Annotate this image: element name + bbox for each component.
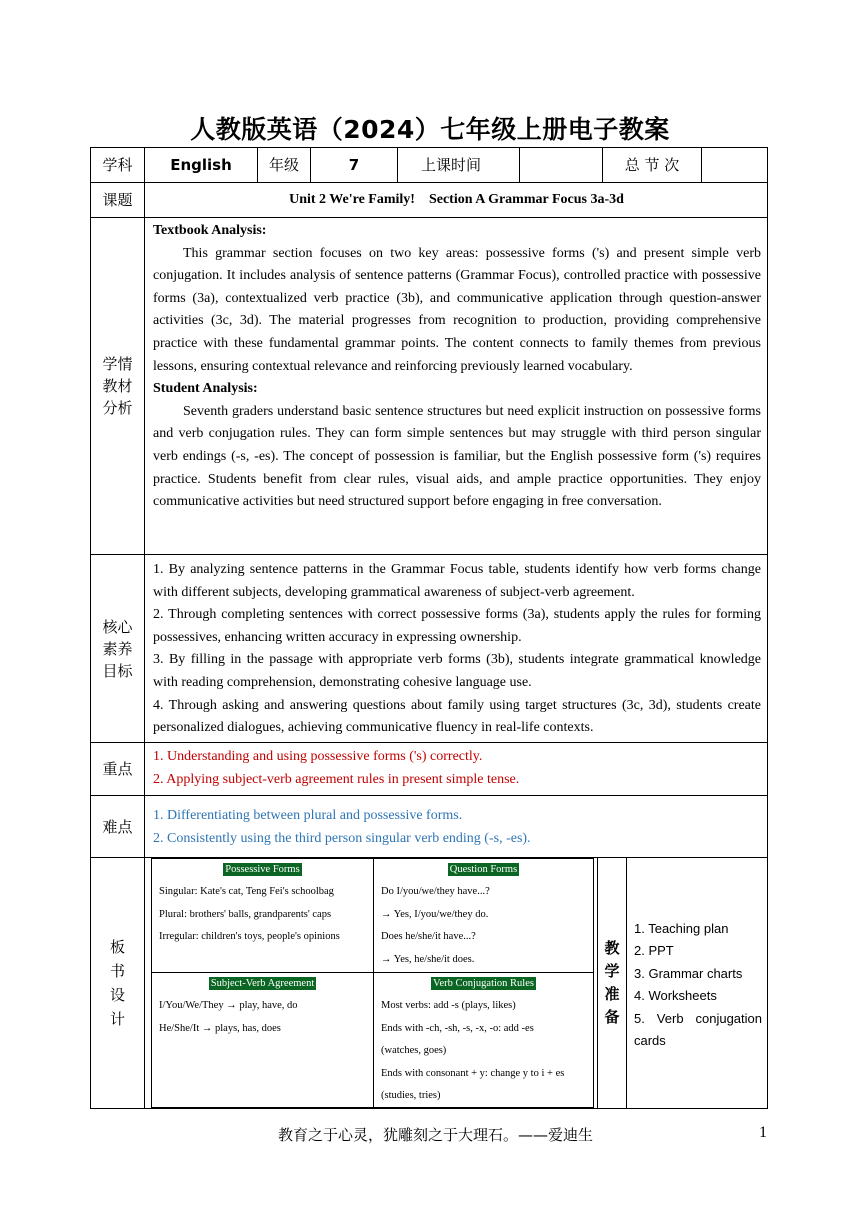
key-points-content xyxy=(145,743,768,796)
box-line: Plural: brothers' balls, grandparents' caps xyxy=(159,908,332,920)
preparation-item: 3. Grammar charts xyxy=(634,965,743,981)
preparation-item: 1. Teaching plan xyxy=(634,920,729,936)
box-heading: Question Forms xyxy=(449,864,518,875)
board-design-label: 板书设计 xyxy=(91,858,145,1108)
possessive-forms-box xyxy=(152,859,373,972)
class-time-label: 上课时间 xyxy=(398,148,520,183)
textbook-analysis-body: This grammar section focuses on two key areas: possessive forms ('s) and present simple verb conjugation. It includes analysis of sentence patterns (Grammar Focus), controlled practice with possessive forms (3a), contextualized verb practice (3b), and communicative application through question-answer activities (3c, 3d). The material progresses from recognition to production, providing comprehensive practice with these fundamental grammar points. The content connects to family themes from previous lessons, ensuring contextual relevance and reinforcing previously learned vocabulary. xyxy=(153,245,761,374)
document-title: 人教版英语（2024）七年级上册电子教案 xyxy=(190,115,670,144)
analysis-label: 学情教材分析 xyxy=(91,218,145,555)
total-periods-label: 总 节 次 xyxy=(603,148,702,183)
box-line: Irregular: children's toys, people's opinions xyxy=(159,931,340,942)
box-heading: Subject-Verb Agreement xyxy=(210,978,315,989)
difficulties-content xyxy=(145,796,768,858)
topic-value: Unit 2 We're Family! Section A Grammar Focus 3a-3d xyxy=(145,183,768,218)
lesson-plan-table xyxy=(90,147,768,1109)
box-heading: Possessive Forms xyxy=(225,864,300,875)
page-number: 1 xyxy=(759,1124,767,1141)
student-analysis-body: Seventh graders understand basic sentence structures but need explicit instruction on possessive forms and verb conjugation rules. They can form simple sentences but may struggle with third person singular verb endings (-s, -es). The concept of possession is familiar, but the English possessive form ('s) requires practice. Students benefit from clear rules, visual aids, and ample practice opportunities. They enjoy communicative activities but need structured support before engaging in free conversation. xyxy=(153,403,761,510)
box-line: Ends with -ch, -sh, -s, -x, -o: add -es xyxy=(381,1022,534,1034)
box-line: He/She/It → plays, has, does xyxy=(159,1022,281,1034)
subject-value: English xyxy=(145,148,258,183)
grade-value: 7 xyxy=(311,148,398,183)
objective-item: 2. Through completing sentences with correct possessive forms (3a), students apply the rules for forming possessives, enhancing written accuracy in expressing ownership. xyxy=(153,607,761,645)
grade-label: 年级 xyxy=(258,148,311,183)
question-forms-box xyxy=(374,859,593,972)
board-inner-grid xyxy=(151,858,594,1108)
box-line: (studies, tries) xyxy=(381,1090,441,1101)
student-analysis-heading: Student Analysis: xyxy=(153,381,258,397)
box-line: I/You/We/They → play, have, do xyxy=(159,1000,298,1011)
objective-item: 3. By filling in the passage with appropriate verb forms (3b), students integrate grammatical knowledge with reading comprehension, demonstrating cohesive language use. xyxy=(153,652,761,690)
objectives-content xyxy=(145,555,768,743)
objective-item: 1. By analyzing sentence patterns in the Grammar Focus table, students identify how verb forms change with different subjects, developing grammatical awareness of subject-verb agreement. xyxy=(153,562,761,600)
total-periods-value xyxy=(702,148,768,183)
class-time-value xyxy=(520,148,603,183)
box-heading: Verb Conjugation Rules xyxy=(433,978,534,989)
difficulty-item: 1. Differentiating between plural and possessive forms. xyxy=(153,808,463,823)
preparation-item: 4. Worksheets xyxy=(634,988,717,1003)
footer-quote: 教育之于心灵，犹雕刻之于大理石。——爱迪生 xyxy=(278,1126,594,1144)
box-line: Does he/she/it have...? xyxy=(381,931,476,942)
verb-conjugation-box xyxy=(374,973,593,1107)
box-line: Singular: Kate's cat, Teng Fei's schoolbag xyxy=(159,886,334,897)
preparation-item: 5. Verb conjugation cards xyxy=(634,1010,766,1048)
box-line: Do I/you/we/they have...? xyxy=(381,886,490,897)
preparation-item: 2. PPT xyxy=(634,943,674,958)
box-line: → Yes, I/you/we/they do. xyxy=(381,908,489,920)
objectives-label: 核心素养目标 xyxy=(91,555,145,743)
box-line: Ends with consonant + y: change y to i + es xyxy=(381,1067,565,1079)
topic-label: 课题 xyxy=(91,183,145,218)
subject-label: 学科 xyxy=(91,148,145,183)
objective-item: 4. Through asking and answering questions about family using target structures (3c, 3d), students create personalized dialogues, achieving communicative fluency in real-life contexts. xyxy=(153,697,761,736)
subject-verb-agreement-box xyxy=(152,973,373,1107)
key-points-label: 重点 xyxy=(91,743,145,796)
box-line: → Yes, he/she/it does. xyxy=(381,953,475,965)
key-point-item: 2. Applying subject-verb agreement rules in present simple tense. xyxy=(153,771,520,787)
preparation-label: 教学准备 xyxy=(598,858,627,1108)
analysis-content xyxy=(145,218,768,555)
key-point-item: 1. Understanding and using possessive forms ('s) correctly. xyxy=(153,749,483,764)
difficulty-item: 2. Consistently using the third person singular verb ending (-s, -es). xyxy=(153,830,531,846)
textbook-analysis-heading: Textbook Analysis: xyxy=(153,223,267,238)
box-line: Most verbs: add -s (plays, likes) xyxy=(381,1000,516,1011)
box-line: (watches, goes) xyxy=(381,1045,447,1056)
difficulties-label: 难点 xyxy=(91,796,145,858)
preparation-content xyxy=(627,858,768,1108)
